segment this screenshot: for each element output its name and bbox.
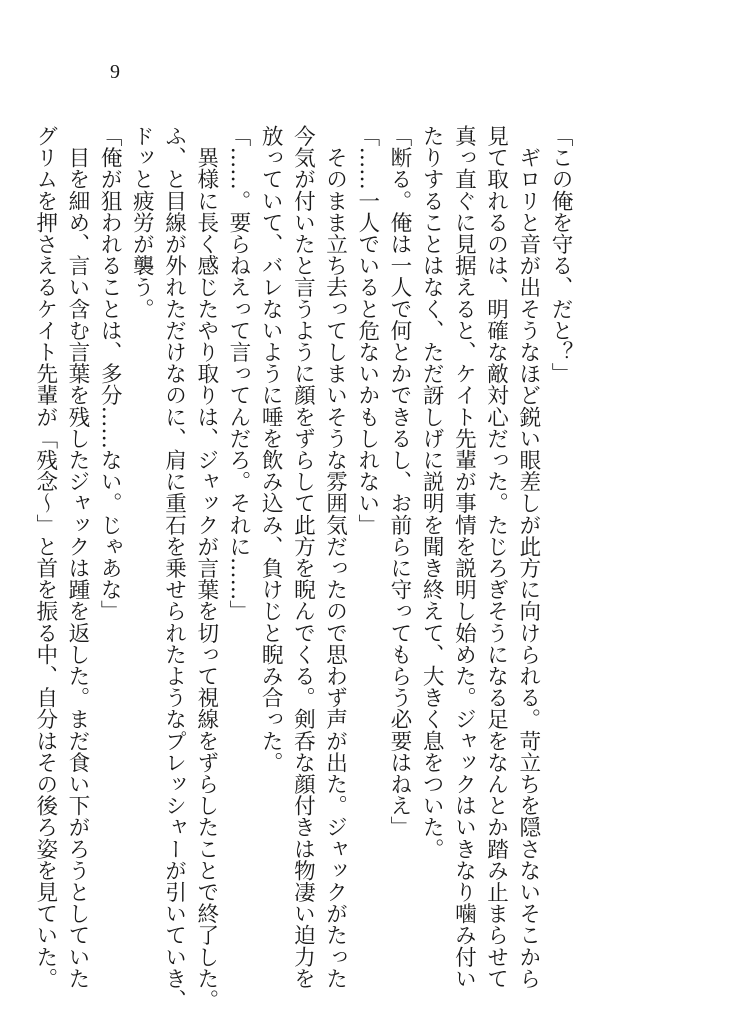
text-line: そのまま立ち去ってしまいそうな雰囲気だったので思わず声が出た。ジャックがたった	[322, 125, 348, 989]
text-line: 「俺が狙われることは、多分……ない。じゃあな」	[97, 125, 123, 622]
text-line: 目を細め、言い含む言葉を残したジャックは踵を返した。まだ食い下がろうとしていた	[64, 125, 90, 989]
text-line: 放っていて、バレないように唾を飲み込み、負けじと睨み合った。	[258, 125, 284, 773]
text-line: ドッと疲労が襲う。	[129, 125, 155, 320]
vertical-text-body	[32, 125, 576, 1011]
text-line: たりすることはなく、ただ訝しげに説明を聞き終えて、大きく息をついた。	[419, 125, 445, 860]
text-line: ギロリと音が出そうなほど鋭い眼差しが此方に向けられる。苛立ちを隠さないそこから	[515, 125, 541, 989]
page-number: 9	[110, 61, 120, 83]
text-line: ふ、と目線が外れただけなのに、肩に重石を乗せられたようなプレッシャーが引いていき、	[161, 125, 187, 1011]
text-line: 今気が付いたと言うように顔をずらして此方を睨んでくる。剣呑な顔付きは物凄い迫力を	[290, 125, 316, 989]
text-line: 「断る。俺は一人で何とかできるし、お前らに守ってもらう必要はねえ」	[386, 125, 412, 838]
text-line: 異様に長く感じたやり取りは、ジャックが言葉を切って視線をずらしたことで終了した。	[193, 125, 219, 1011]
text-line: 「この俺を守る、だと？」	[548, 125, 573, 385]
text-line: 「……。要らねえって言ってんだろ。それに……」	[225, 125, 251, 622]
text-line: 真っ直ぐに見据えると、ケイト先輩が事情を説明し始めた。ジャックはいきなり噛み付い	[451, 125, 477, 989]
text-line: グリムを押さえるケイト先輩が「残念〜」と首を振る中、自分はその後ろ姿を見ていた。	[32, 125, 58, 989]
text-line: 「……一人でいると危ないかもしれない」	[354, 125, 380, 536]
text-line: 見て取れるのは、明確な敵対心だった。たじろぎそうになる足をなんとか踏み止まらせて	[483, 125, 509, 989]
